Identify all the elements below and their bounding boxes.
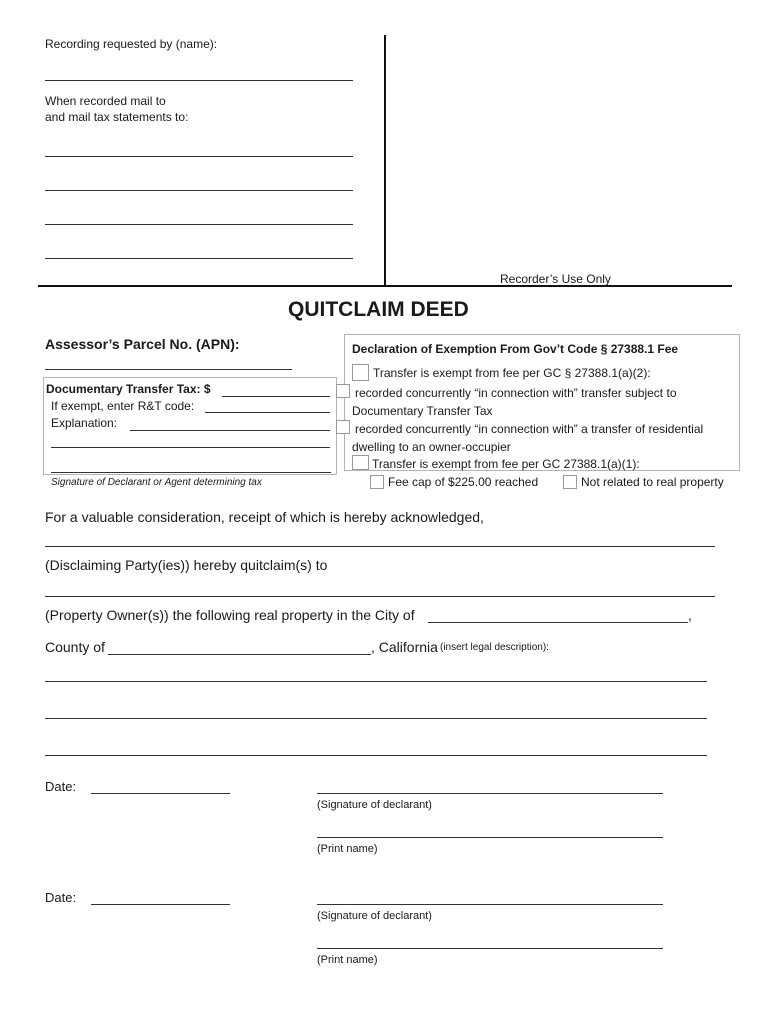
apn-label: Assessor’s Parcel No. (APN): [45,336,240,352]
mail-to-label-line2: and mail tax statements to: [45,110,189,124]
city-comma: , [688,607,692,623]
declarant-signature-line[interactable] [51,472,331,473]
mail-to-label-line1: When recorded mail to [45,94,166,108]
concurrent-residential-checkbox[interactable] [336,420,350,434]
print-name-caption-1: (Print name) [317,843,378,855]
exempt-a2-label: Transfer is exempt from fee per GC § 27388.1(a)(2): [373,366,651,380]
consideration-text: For a valuable consideration, receipt of which is hereby acknowledged, [45,509,484,525]
concurrent-dtt-checkbox[interactable] [336,384,350,398]
mail-to-line-1[interactable] [45,156,353,157]
not-real-property-checkbox[interactable] [563,475,577,489]
date-line-2[interactable] [91,904,230,905]
mail-to-line-2[interactable] [45,190,353,191]
property-owner-text: (Property Owner(s)) the following real property in the City of [45,607,415,623]
legal-description-note: (insert legal description): [440,642,549,653]
recorders-use-only-label: Recorder’s Use Only [500,272,611,286]
exempt-code-label: If exempt, enter R&T code: [51,399,195,413]
date-label-2: Date: [45,890,77,905]
not-real-property-label: Not related to real property [581,475,724,489]
disclaiming-party-line[interactable] [45,546,715,547]
header-divider [384,35,386,286]
explanation-label: Explanation: [51,416,118,430]
signature-caption-2: (Signature of declarant) [317,910,432,922]
exempt-a1-label: Transfer is exempt from fee per GC 27388.1(a)(1): [372,457,640,471]
print-name-caption-2: (Print name) [317,954,378,966]
county-label: County of [45,639,105,655]
county-line[interactable] [108,654,371,655]
transfer-tax-amount-line[interactable] [222,396,330,397]
page-title: QUITCLAIM DEED [288,298,469,321]
mail-to-line-4[interactable] [45,258,353,259]
concurrent-residential-label-cont: dwelling to an owner-occupier [352,440,511,454]
transfer-tax-label: Documentary Transfer Tax: $ [46,382,211,396]
city-line[interactable] [428,622,688,623]
concurrent-residential-label: recorded concurrently “in connection with” a transfer of residential [355,422,704,436]
legal-description-line-3[interactable] [45,755,707,756]
signature-caption-1: (Signature of declarant) [317,799,432,811]
exemption-title: Declaration of Exemption From Gov’t Code § 27388.1 Fee [352,342,679,356]
exempt-a2-checkbox[interactable] [352,364,369,381]
property-owner-line[interactable] [45,596,715,597]
legal-description-line-1[interactable] [45,681,707,682]
fee-cap-checkbox[interactable] [370,475,384,489]
mail-to-line-3[interactable] [45,224,353,225]
disclaiming-party-text: (Disclaiming Party(ies)) hereby quitclaim(s) to [45,557,328,573]
apn-line[interactable] [45,369,292,370]
exempt-code-line[interactable] [205,412,330,413]
concurrent-dtt-label-cont: Documentary Transfer Tax [352,404,493,418]
signature-line-2[interactable] [317,904,663,905]
concurrent-dtt-label: recorded concurrently “in connection with” transfer subject to [355,386,677,400]
header-rule [38,285,732,287]
print-name-line-2[interactable] [317,948,663,949]
fee-cap-label: Fee cap of $225.00 reached [388,475,539,489]
print-name-line-1[interactable] [317,837,663,838]
recording-requested-line[interactable] [45,80,353,81]
legal-description-line-2[interactable] [45,718,707,719]
california-text: , California [371,639,438,655]
explanation-line-2[interactable] [51,447,330,448]
signature-line-1[interactable] [317,793,663,794]
recording-requested-label: Recording requested by (name): [45,37,218,51]
exempt-a1-checkbox[interactable] [352,455,369,470]
date-line-1[interactable] [91,793,230,794]
date-label-1: Date: [45,779,77,794]
explanation-line-1[interactable] [130,430,330,431]
declarant-signature-caption: Signature of Declarant or Agent determining tax [51,477,262,488]
